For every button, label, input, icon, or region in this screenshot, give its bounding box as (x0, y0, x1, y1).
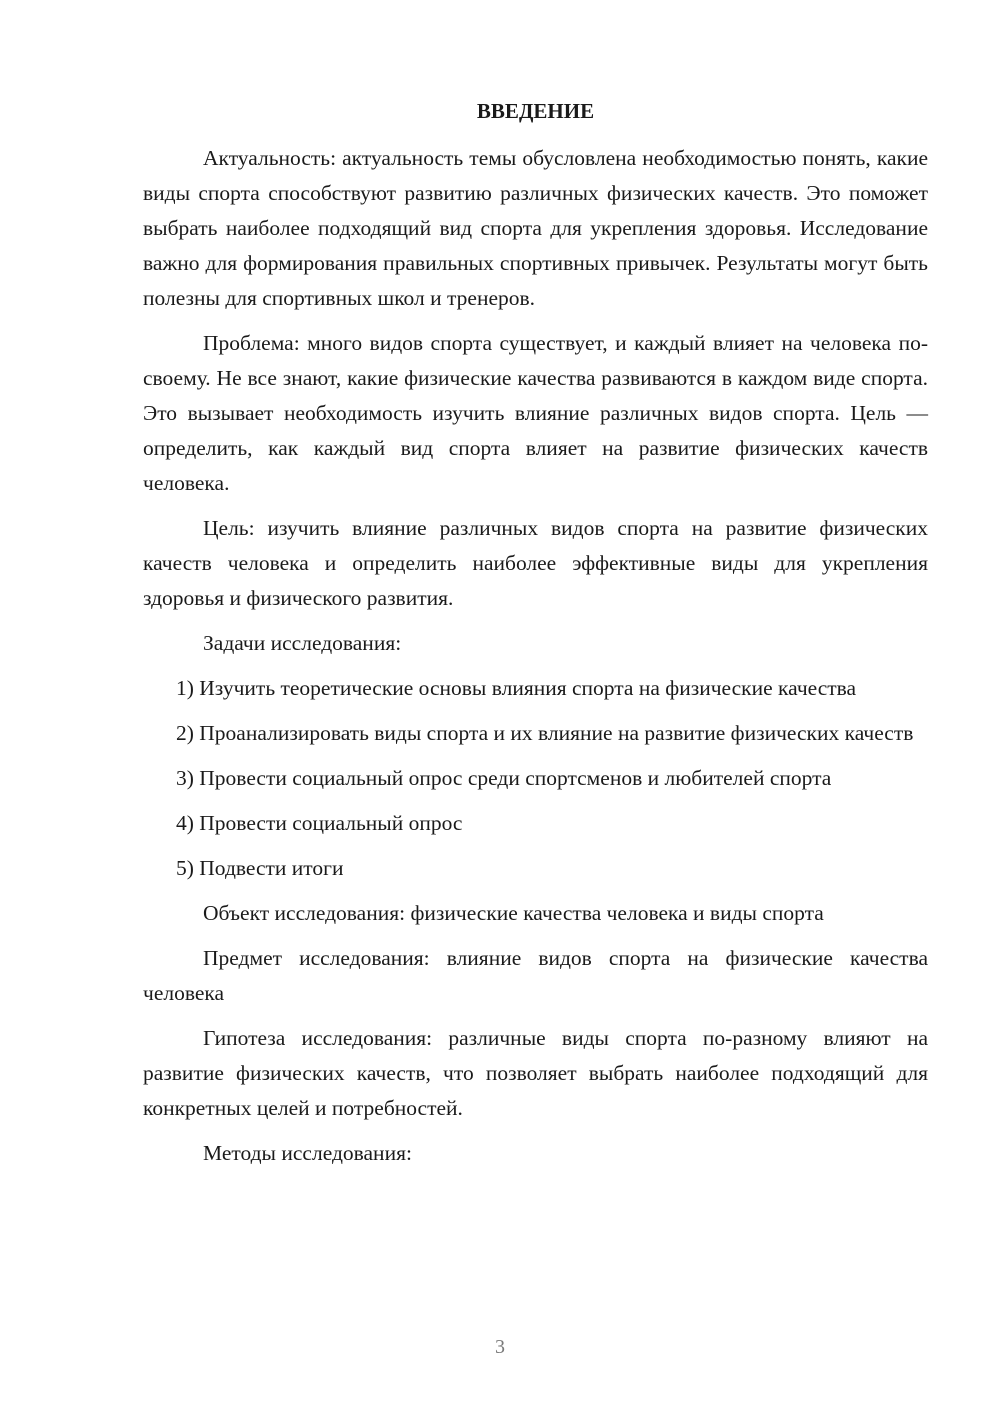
task-item: 4) Провести социальный опрос (176, 811, 463, 835)
goal-paragraph: Цель: изучить влияние различных видов спорта на развитие физических качеств человека и определить наиболее эффективные виды для укрепления здоровья и физического развития. (143, 516, 928, 610)
methods-paragraph: Методы исследования: (203, 1141, 412, 1165)
hypothesis-paragraph: Гипотеза исследования: различные виды спорта по-разному влияют на развитие физических качеств, что позволяет выбрать наиболее подходящий для конкретных целей и потребностей. (143, 1026, 928, 1120)
page-number: 3 (495, 1336, 505, 1358)
task-item: 2) Проанализировать виды спорта и их влияние на развитие физических качеств (176, 721, 914, 745)
task-item: 5) Подвести итоги (176, 856, 344, 880)
object-paragraph: Объект исследования: физические качества человека и виды спорта (203, 901, 824, 925)
document-page (143, 96, 928, 1181)
tasks-heading: Задачи исследования: (203, 631, 402, 655)
task-item: 1) Изучить теоретические основы влияния спорта на физические качества (176, 676, 857, 700)
problem-paragraph: Проблема: много видов спорта существует, и каждый влияет на человека по-своему. Не все знают, какие физические качества развиваются в каждом виде спорта. Это вызывает необходимость изучить влияние различных видов спорта. Цель — определить, как каждый вид спорта влияет на развитие физических качеств человека. (143, 331, 928, 495)
relevance-paragraph: Актуальность: актуальность темы обусловлена необходимостью понять, какие виды спорта способствуют развитию различных физических качеств. Это поможет выбрать наиболее подходящий вид спорта для укрепления здоровья. Исследование важно для формирования правильных спортивных привычек. Результаты могут быть полезны для спортивных школ и тренеров. (143, 146, 928, 310)
task-item: 3) Провести социальный опрос среди спортсменов и любителей спорта (176, 766, 832, 790)
section-heading: ВВЕДЕНИЕ (476, 99, 595, 123)
subject-paragraph: Предмет исследования: влияние видов спорта на физические качества человека (143, 946, 928, 1005)
